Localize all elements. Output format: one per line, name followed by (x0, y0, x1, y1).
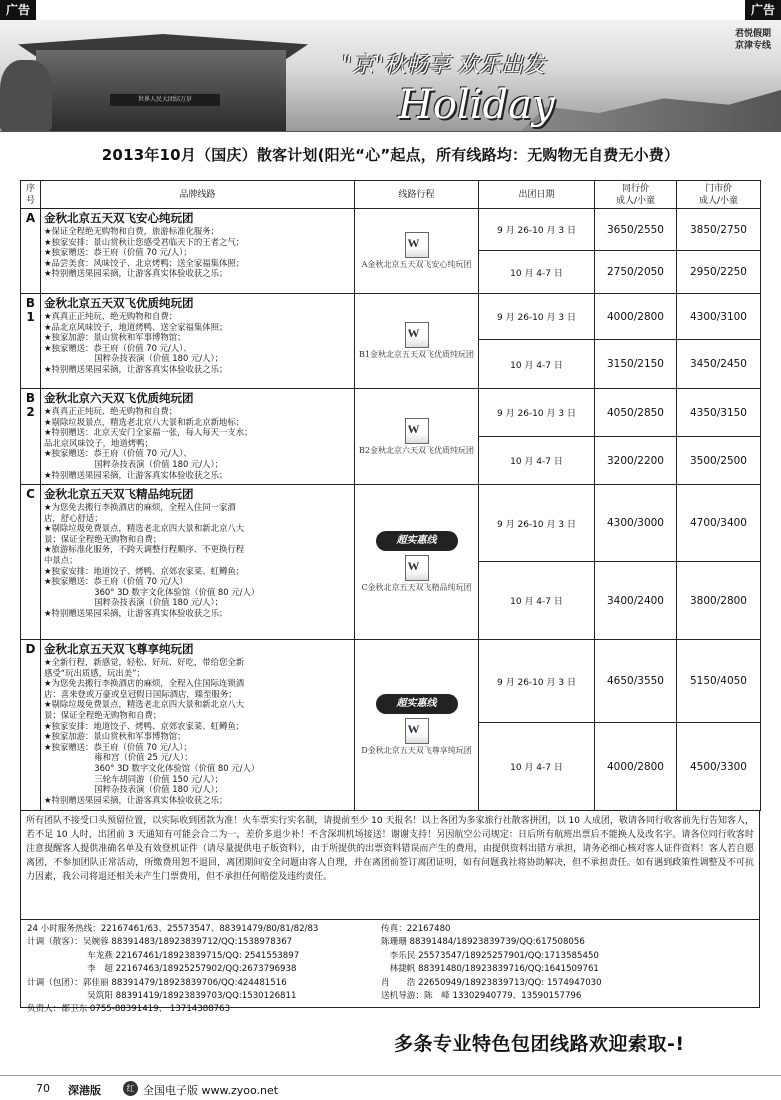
retail-price: 4350/3150 (677, 389, 761, 437)
contact-line: 24 小时服务热线：22167461/63、25573547、88391479/80/81/82/83 (27, 924, 319, 934)
route-feature: ★特别赠送果园采摘，让游客真实体验收获之乐； (44, 268, 228, 279)
peer-price: 2750/2050 (595, 251, 677, 294)
route-feature: ★特别赠送果园采摘，让游客真实体验收获之乐； (44, 794, 228, 805)
header-no-line1: 序 (25, 183, 35, 194)
header-peer-line2: 成人/小童 (615, 195, 656, 206)
departure-date: 9 月 26-10 月 3 日 (479, 485, 595, 562)
brand-line1: 君悦假期 (734, 29, 771, 39)
route-name: 金秋北京六天双飞优质纯玩团 (44, 391, 194, 405)
word-doc-glyph: W (407, 421, 420, 436)
contact-line: 计调（包团）：郭佳丽 88391479/18923839706/QQ:424481516 (27, 977, 287, 988)
word-doc-glyph: W (407, 722, 420, 736)
header-retail-line2: 成人/小童 (698, 195, 739, 206)
peer-price: 4000/2800 (595, 723, 677, 811)
route-feature: ★特别赠送果园采摘，让游客真实体验收获之乐； (44, 469, 228, 480)
itinerary-filename[interactable]: B2金秋北京六天双飞优质纯玩团 (359, 445, 474, 455)
route-number-part: A (25, 211, 36, 225)
table-header-row (21, 181, 761, 209)
brand-line2: 京津专线 (734, 41, 771, 51)
contact-line: 肖 浩 22650949/18923839713/QQ: 1574947030 (381, 977, 602, 988)
route-feature: 国粹杂技表演（价值 180 元/人）； (44, 597, 224, 608)
page-number: 70 (36, 1082, 50, 1095)
retail-price: 4700/3400 (677, 485, 761, 562)
route-feature: 店，舒心舒适； (44, 512, 103, 523)
route-feature: 雍和宫（价值 25 元/人）； (44, 752, 193, 763)
word-doc-icon[interactable] (405, 232, 429, 258)
banner-holiday-logo: Holiday (398, 82, 555, 128)
route-number (21, 485, 41, 640)
route-feature: ★特别赠送果园采摘，让游客真实体验收获之乐； (44, 607, 228, 618)
route-feature: 三轮车胡同游（价值 150 元/人）； (44, 773, 224, 784)
header-peer-price (595, 181, 677, 209)
retail-price: 3500/2500 (677, 437, 761, 485)
route-description (41, 640, 355, 811)
page-footer (0, 1075, 781, 1100)
retail-price: 4300/3100 (677, 294, 761, 340)
route-number (21, 640, 41, 811)
departure-date: 9 月 26-10 月 3 日 (479, 640, 595, 723)
header-no (21, 181, 41, 209)
hot-deal-badge: 超实惠线 (376, 694, 458, 714)
route-feature: ★真真正正纯玩、绝无购物和自费； (44, 406, 178, 416)
peer-price: 4650/3550 (595, 640, 677, 723)
route-name: 金秋北京五天双飞精品纯玩团 (44, 487, 194, 501)
contact-line: 林捷帆 88391480/18923839716/QQ:1641509761 (381, 964, 599, 975)
website-link[interactable]: 全国电子版 www.zyoo.net (143, 1084, 279, 1097)
peer-price: 4300/3000 (595, 485, 677, 562)
brand-mark (735, 28, 771, 52)
contact-line: 送机导游：陈 峰 13302940779、13590157796 (381, 991, 582, 1002)
route-feature: 感受“玩出质感，玩出美”； (44, 667, 145, 678)
route-feature: ★独家安排：地道饺子、烤鸭、京郊农家菜、虹鳟鱼； (44, 720, 245, 731)
route-feature: ★特别赠送果园采摘，让游客真实体验收获之乐； (44, 363, 228, 374)
route-feature: ★独家赠送：恭王府（价值 70 元/人） (44, 576, 188, 587)
route-feature: ★保证全程绝无购物和自费，旅游标准化服务； (44, 226, 220, 236)
peer-price: 4050/2850 (595, 389, 677, 437)
retail-price: 2950/2250 (677, 251, 761, 294)
route-name: 金秋北京五天双飞优质纯玩团 (44, 296, 194, 310)
route-feature: 国粹杂技表演（价值 180 元/人）； (44, 458, 224, 469)
peer-price: 4000/2800 (595, 294, 677, 340)
departure-date: 10 月 4-7 日 (479, 437, 595, 485)
route-feature: 品北京风味饺子，地道烤鸭； (44, 437, 153, 448)
itinerary-filename[interactable]: D金秋北京五天双飞尊享纯玩团 (361, 746, 472, 755)
route-feature: 中景点； (44, 554, 78, 565)
itinerary-attachment[interactable] (355, 485, 479, 640)
route-feature: ★真真正正纯玩、绝无购物和自费； (44, 311, 178, 321)
contact-line: 陈珊珊 88391484/18923839739/QQ:617508056 (381, 937, 585, 948)
route-feature: ★品尝美食：风味饺子、北京烤鸭；送全家福集体照； (44, 257, 245, 268)
route-name: 金秋北京五天双飞安心纯玩团 (44, 211, 194, 225)
publication-name: 深港版 (68, 1084, 101, 1097)
route-feature: ★独家加游：景山赏秋和军事博物馆； (44, 731, 186, 742)
route-table-body (21, 209, 761, 811)
tiananmen-gate-illustration (36, 50, 286, 132)
contact-line: 车龙燕 22167461/18923839715/QQ: 2541553897 (27, 950, 300, 961)
word-doc-glyph: W (407, 236, 420, 250)
route-feature: ★独家赠送：恭王府（价值 70 元/人）、 (44, 342, 192, 353)
header-peer-line1: 同行价 (621, 183, 649, 194)
gate-plaque: 世界人民大团结万岁 (110, 94, 220, 106)
departure-date: 10 月 4-7 日 (479, 723, 595, 811)
header-name: 品牌线路 (41, 181, 355, 209)
route-table (20, 180, 761, 811)
page-title: 2013年10月（国庆）散客计划(阳光“心”起点，所有线路均：无购物无自费无小费） (101, 146, 680, 164)
contacts-left-column (27, 923, 318, 1017)
contact-line: 负责人：都卫东 0755-88391419、 13714388763 (27, 1004, 231, 1015)
route-description (41, 294, 355, 389)
table-row (21, 640, 761, 723)
departure-date: 9 月 26-10 月 3 日 (479, 294, 595, 340)
word-doc-icon[interactable] (405, 718, 429, 744)
word-doc-icon[interactable] (405, 555, 429, 581)
contact-line: 李 超 22167463/18925257902/QQ:2673796938 (27, 964, 297, 975)
table-row (21, 389, 761, 437)
route-number-part: 1 (26, 310, 35, 324)
route-feature: 景；保证全程绝无购物和自费； (44, 533, 162, 544)
route-feature: ★独家安排：景山赏秋让您感受君临天下的王者之气； (44, 236, 245, 247)
route-feature: ★独家赠送：恭王府（价值 70 元/人）、 (44, 448, 192, 459)
itinerary-filename[interactable]: B1金秋北京五天双飞优质纯玩团 (359, 350, 474, 359)
route-description (41, 389, 355, 485)
route-feature: 景；保证全程绝无购物和自费； (44, 709, 162, 720)
route-number (21, 294, 41, 389)
notice-paragraph: 所有团队不接受口头预留位置，以实际收到团款为准！火车票实行实名制，请提前至少 10 天报名！以上各团为多家旅行社散客拼团，以 10 人成团，敬请各同行收客前先行告知客人，若不足 10 人时，出团前 3 天通知有可能会合二为一，差价多退少补！不含深圳机场接送！谢谢支持！另因航空公司规定：日后所有航班出票后不能换人及改名字。请各位同行收客时注意提醒客人提供准确名单及有效登机证件（请尽量提供电子版资料），由于所提供的出票资料错误而产生的费用，由提供资料出错方承担，请务必细心核对客人证件资料！客人若自愿离团，不参加团队正常活动，所缴费用恕不退回，离团期间安全问题由客人自理，并在离团前签订离团证明，如有问题我社将协助解决，但不承担责任。如有遇到政策性调整及不可抗力因素，我公司将退还相关未产生门票费用，但不承担任何赔偿及违约责任。 (20, 811, 760, 920)
header-retail-line1: 门市价 (704, 183, 732, 194)
ad-tag-right: 广告 (745, 0, 781, 20)
table-row (21, 209, 761, 251)
route-feature: ★品北京风味饺子，地道烤鸭、送全家福集体照； (44, 321, 228, 332)
table-row (21, 485, 761, 562)
peer-price: 3650/2550 (595, 209, 677, 251)
route-feature: ★剔除垃圾景点，精选老北京八大景和新北京新地标； (44, 416, 245, 427)
departure-date: 10 月 4-7 日 (479, 251, 595, 294)
charter-call-to-action: 多条专业特色包团线路欢迎索取-! (394, 1033, 685, 1055)
header-retail-price (677, 181, 761, 209)
route-feature: 国粹杂技表演（价值 180 元/人）； (44, 353, 224, 364)
retail-price: 4500/3300 (677, 723, 761, 811)
word-doc-icon[interactable] (405, 322, 429, 348)
departure-date: 9 月 26-10 月 3 日 (479, 389, 595, 437)
header-itinerary: 线路行程 (355, 181, 479, 209)
header-date: 出团日期 (479, 181, 595, 209)
peer-price: 3150/2150 (595, 340, 677, 389)
route-feature: ★独家赠送：恭王府（价值 70 元/人）； (44, 247, 192, 258)
word-doc-glyph: W (407, 559, 420, 573)
route-feature: 360° 3D 数字文化体验馆（价值 80 元/人） (44, 586, 260, 597)
route-feature: ★独家安排：地道饺子、烤鸭、京郊农家菜、虹鳟鱼； (44, 565, 245, 576)
route-description (41, 209, 355, 294)
route-number-part: C (26, 487, 35, 501)
route-feature: 360° 3D 数字文化体验馆（价值 80 元/人） (44, 762, 260, 773)
route-name: 金秋北京五天双飞尊享纯玩团 (44, 642, 194, 656)
itinerary-filename[interactable]: C金秋北京五天双飞精品纯玩团 (361, 583, 472, 592)
contact-line: 传真：22167480 (381, 924, 451, 934)
hot-deal-badge: 超实惠线 (376, 531, 458, 551)
route-feature: ★剔除垃圾免费景点，精选老北京四大景和新北京八大 (44, 699, 245, 710)
contact-line: 计调（散客）：吴婉蓉 88391483/18923839712/QQ:1538978367 (27, 937, 293, 948)
itinerary-attachment[interactable] (355, 294, 479, 389)
itinerary-attachment[interactable] (355, 640, 479, 811)
route-description (41, 485, 355, 640)
itinerary-attachment[interactable] (355, 209, 479, 294)
route-feature: ★为您免去搬行李换酒店的麻烦，全程入住国际连锁酒 (44, 678, 245, 689)
table-row (21, 294, 761, 340)
word-doc-icon[interactable] (405, 418, 429, 444)
great-wall-illustration (520, 90, 781, 132)
contacts-right-column (381, 923, 602, 1003)
retail-price: 3800/2800 (677, 562, 761, 640)
stone-lion-illustration (0, 60, 52, 132)
route-number-part: B (25, 391, 36, 405)
contact-line: 李乐民 25573547/18925257901/QQ:1713585450 (381, 950, 599, 961)
route-feature: ★独家加游：景山赏秋和军事博物馆； (44, 332, 186, 343)
route-number (21, 209, 41, 294)
route-number-part: 2 (26, 405, 35, 419)
route-feature: ★旅游标准化服务，不跨天调整行程顺序、不更换行程 (44, 544, 245, 555)
route-feature: 店：喜来登或万豪或皇冠假日国际酒店，臻至服务； (44, 688, 237, 699)
retail-price: 5150/4050 (677, 640, 761, 723)
peer-price: 3200/2200 (595, 437, 677, 485)
departure-date: 10 月 4-7 日 (479, 562, 595, 640)
peer-price: 3400/2400 (595, 562, 677, 640)
holiday-banner (0, 20, 781, 132)
route-feature: 国粹杂技表演（价值 180 元/人）； (44, 784, 224, 795)
route-number-part: D (25, 642, 36, 656)
contact-line: 吴筑阳 88391419/18923839703/QQ:1530126811 (27, 991, 297, 1002)
route-number-part: B (25, 296, 36, 310)
departure-date: 9 月 26-10 月 3 日 (479, 209, 595, 251)
word-doc-glyph: W (407, 326, 420, 340)
retail-price: 3450/2450 (677, 340, 761, 389)
route-feature: ★全新行程，新感觉，轻松、好玩、好吃，带给您全新 (44, 657, 245, 667)
route-feature: ★特别赠送：北京天安门全家福一张，每人每天一支水； (44, 427, 253, 438)
ad-tag-left: 广告 (0, 0, 36, 20)
banner-slogan: "京"秋畅享 欢乐出发 (342, 53, 546, 78)
retail-price: 3850/2750 (677, 209, 761, 251)
header-no-line2: 号 (25, 195, 35, 206)
schedule-wrapper (20, 180, 760, 1015)
route-feature: ★独家赠送：恭王府（价值 70 元/人）； (44, 741, 192, 752)
route-number (21, 389, 41, 485)
contact-block (20, 920, 760, 1015)
departure-date: 10 月 4-7 日 (479, 340, 595, 389)
itinerary-filename[interactable]: A金秋北京五天双飞安心纯玩团 (361, 260, 472, 269)
route-feature: ★为您免去搬行李换酒店的麻烦，全程入住同一家酒 (44, 502, 236, 512)
route-feature: ★剔除垃圾免费景点，精选老北京四大景和新北京八大 (44, 523, 245, 534)
publication-logo-icon: 红 (123, 1081, 138, 1096)
itinerary-attachment[interactable] (355, 389, 479, 485)
